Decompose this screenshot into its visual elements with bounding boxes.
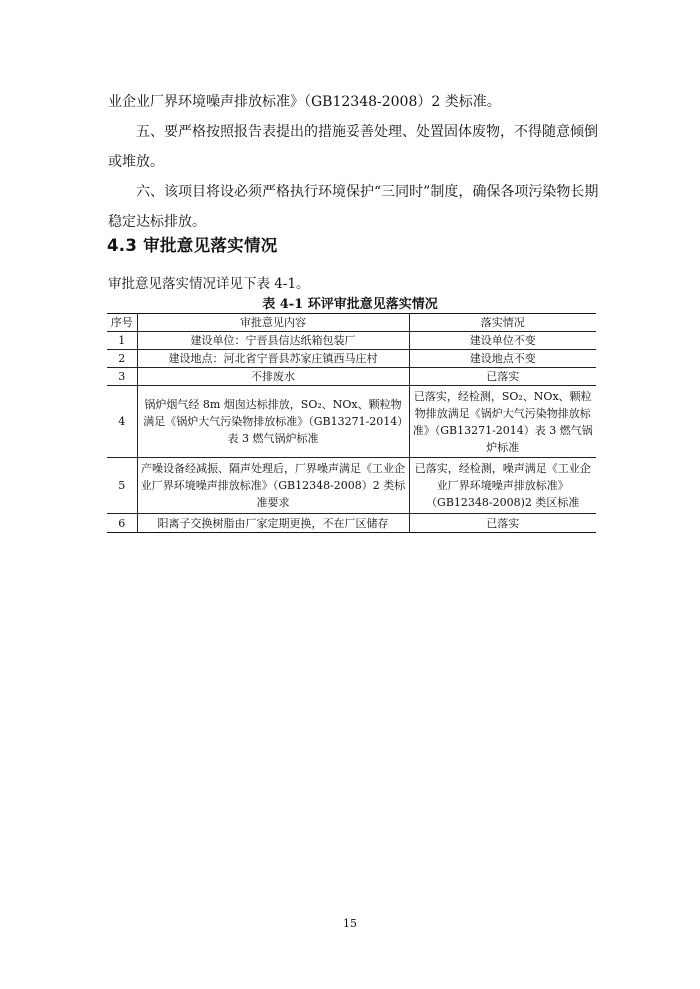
paragraph-item-6: 六、该项目将设必须严格执行环境保护“三同时”制度，确保各项污染物长期稳定达标排放。 xyxy=(108,184,599,230)
page-number: 15 xyxy=(343,917,357,930)
row-content: 建设单位：宁晋县信达纸箱包装厂 xyxy=(137,332,409,350)
row-no: 1 xyxy=(107,332,137,350)
table-intro-text: 审批意见落实情况详见下表 4-1。 xyxy=(108,276,310,292)
header-no: 序号 xyxy=(107,314,137,332)
table-header-row xyxy=(107,314,596,332)
row-no: 3 xyxy=(107,368,137,386)
header-status: 落实情况 xyxy=(409,314,596,332)
table-row xyxy=(107,458,596,514)
table-row xyxy=(107,350,596,368)
row-no: 2 xyxy=(107,350,137,368)
table-row xyxy=(107,368,596,386)
header-content: 审批意见内容 xyxy=(137,314,409,332)
row-no: 6 xyxy=(107,514,137,533)
row-status: 建设单位不变 xyxy=(409,332,596,350)
table-row xyxy=(107,514,596,533)
row-content: 产噪设备经减振、隔声处理后，厂界噪声满足《工业企业厂界环境噪声排放标准》（GB12348-2008）2 类标准要求 xyxy=(137,458,409,514)
row-content: 不排废水 xyxy=(137,368,409,386)
row-status: 已落实 xyxy=(409,368,596,386)
paragraph-item-5: 五、要严格按照报告表提出的措施妥善处理、处置固体废物，不得随意倾倒或堆放。 xyxy=(108,124,598,170)
row-status: 已落实，经检测，噪声满足《工业企业厂界环境噪声排放标准》（GB12348-2008)2 类区标准 xyxy=(409,458,596,514)
table-row xyxy=(107,386,596,458)
row-status: 已落实 xyxy=(409,514,596,533)
row-content: 建设地点：河北省宁晋县苏家庄镇西马庄村 xyxy=(137,350,409,368)
row-content: 锅炉烟气经 8m 烟囱达标排放，SO₂、NOx、颗粒物满足《锅炉大气污染物排放标准》（GB13271-2014）表 3 燃气锅炉标准 xyxy=(137,386,409,458)
paragraph-continued: 业企业厂界环境噪声排放标准》（GB12348-2008）2 类标准。 xyxy=(108,94,501,110)
row-no: 5 xyxy=(107,458,137,514)
row-status: 建设地点不变 xyxy=(409,350,596,368)
review-opinion-table xyxy=(107,313,596,533)
table-row xyxy=(107,332,596,350)
table-title: 表 4-1 环评审批意见落实情况 xyxy=(262,297,438,312)
row-no: 4 xyxy=(107,386,137,458)
row-status: 已落实，经检测，SO₂、NOx、颗粒物排放满足《锅炉大气污染物排放标准》（GB13271-2014）表 3 燃气锅炉标准 xyxy=(409,386,596,458)
row-content: 阳离子交换树脂由厂家定期更换，不在厂区储存 xyxy=(137,514,409,533)
section-heading: 4.3 审批意见落实情况 xyxy=(107,236,278,255)
